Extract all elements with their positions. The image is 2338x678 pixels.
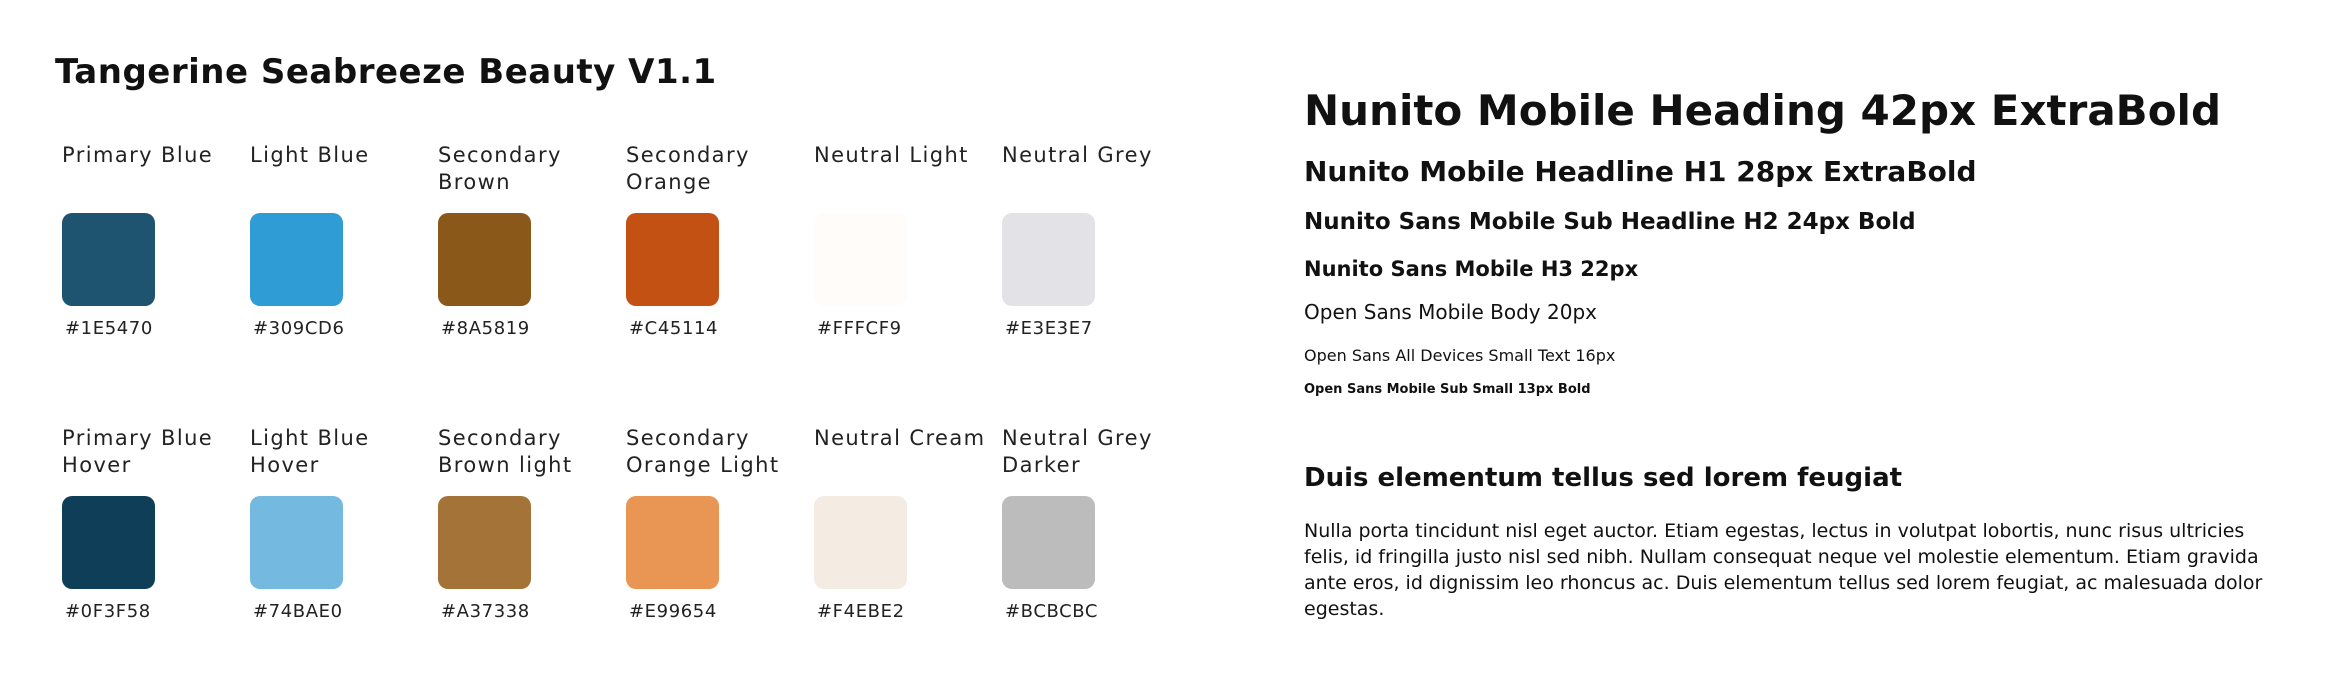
color-chip — [626, 213, 719, 306]
swatch-neutral-grey-darker — [1002, 425, 1192, 622]
swatch-hex: #309CD6 — [253, 318, 345, 339]
swatch-hex: #74BAE0 — [253, 601, 343, 622]
swatch-secondary-orange — [626, 142, 816, 339]
swatch-label: Secondary Brown — [438, 143, 562, 194]
swatch-hex: #A37338 — [441, 601, 530, 622]
swatch-primary-blue — [62, 142, 252, 339]
color-chip — [62, 496, 155, 589]
swatch-label: Secondary Brown light — [438, 426, 573, 477]
type-sample-small: Open Sans All Devices Small Text 16px — [1304, 346, 1616, 365]
color-chip — [814, 496, 907, 589]
color-chip — [250, 496, 343, 589]
swatch-secondary-orange-light — [626, 425, 816, 622]
sample-heading: Duis elementum tellus sed lorem feugiat — [1304, 463, 1903, 493]
swatch-primary-blue-hover — [62, 425, 252, 622]
swatch-label: Light Blue — [250, 143, 370, 167]
color-chip — [626, 496, 719, 589]
swatch-hex: #1E5470 — [65, 318, 153, 339]
color-chip — [814, 213, 907, 306]
swatch-label: Secondary Orange Light — [626, 426, 780, 477]
swatch-label: Primary Blue Hover — [62, 426, 214, 477]
swatch-label: Light Blue Hover — [250, 426, 370, 477]
type-sample-body: Open Sans Mobile Body 20px — [1304, 300, 1597, 324]
color-chip — [62, 213, 155, 306]
swatch-neutral-cream — [814, 425, 1004, 622]
swatch-hex: #8A5819 — [441, 318, 530, 339]
swatch-label: Neutral Cream — [814, 426, 986, 450]
swatch-label: Neutral Grey — [1002, 143, 1153, 167]
swatch-label: Neutral Light — [814, 143, 969, 167]
swatch-hex: #0F3F58 — [65, 601, 151, 622]
swatch-neutral-light — [814, 142, 1004, 339]
swatch-hex: #FFFCF9 — [817, 318, 902, 339]
swatch-neutral-grey — [1002, 142, 1192, 339]
type-sample-h2: Nunito Sans Mobile Sub Headline H2 24px Bold — [1304, 209, 1916, 235]
page-title: Tangerine Seabreeze Beauty V1.1 — [55, 52, 717, 92]
swatch-hex: #E99654 — [629, 601, 717, 622]
color-chip — [438, 213, 531, 306]
type-sample-sub-small: Open Sans Mobile Sub Small 13px Bold — [1304, 382, 1591, 397]
swatch-hex: #E3E3E7 — [1005, 318, 1093, 339]
type-sample-heading: Nunito Mobile Heading 42px ExtraBold — [1304, 86, 2222, 135]
sample-paragraph: Nulla porta tincidunt nisl eget auctor. Etiam egestas, lectus in volutpat lobortis, nunc risus ultricies felis, id fringilla justo nisl sed nibh. Nullam consequat neque vel molestie elementum. Etiam gravida ante eros, id dignissim leo rhoncus ac. Duis elementum tellus sed lorem feugiat, ac malesuada dolor egestas. — [1304, 520, 2263, 620]
type-sample-h3: Nunito Sans Mobile H3 22px — [1304, 257, 1639, 281]
swatch-label: Neutral Grey Darker — [1002, 426, 1153, 477]
swatch-secondary-brown — [438, 142, 628, 339]
swatch-label: Primary Blue — [62, 143, 214, 167]
swatch-hex: #C45114 — [629, 318, 719, 339]
swatch-light-blue-hover — [250, 425, 440, 622]
swatch-light-blue — [250, 142, 440, 339]
color-chip — [438, 496, 531, 589]
color-chip — [1002, 496, 1095, 589]
color-chip — [250, 213, 343, 306]
swatch-label: Secondary Orange — [626, 143, 750, 194]
swatch-hex: #BCBCBC — [1005, 601, 1099, 622]
color-chip — [1002, 213, 1095, 306]
swatch-hex: #F4EBE2 — [817, 601, 905, 622]
swatch-secondary-brown-light — [438, 425, 628, 622]
type-sample-h1: Nunito Mobile Headline H1 28px ExtraBold — [1304, 155, 1977, 188]
